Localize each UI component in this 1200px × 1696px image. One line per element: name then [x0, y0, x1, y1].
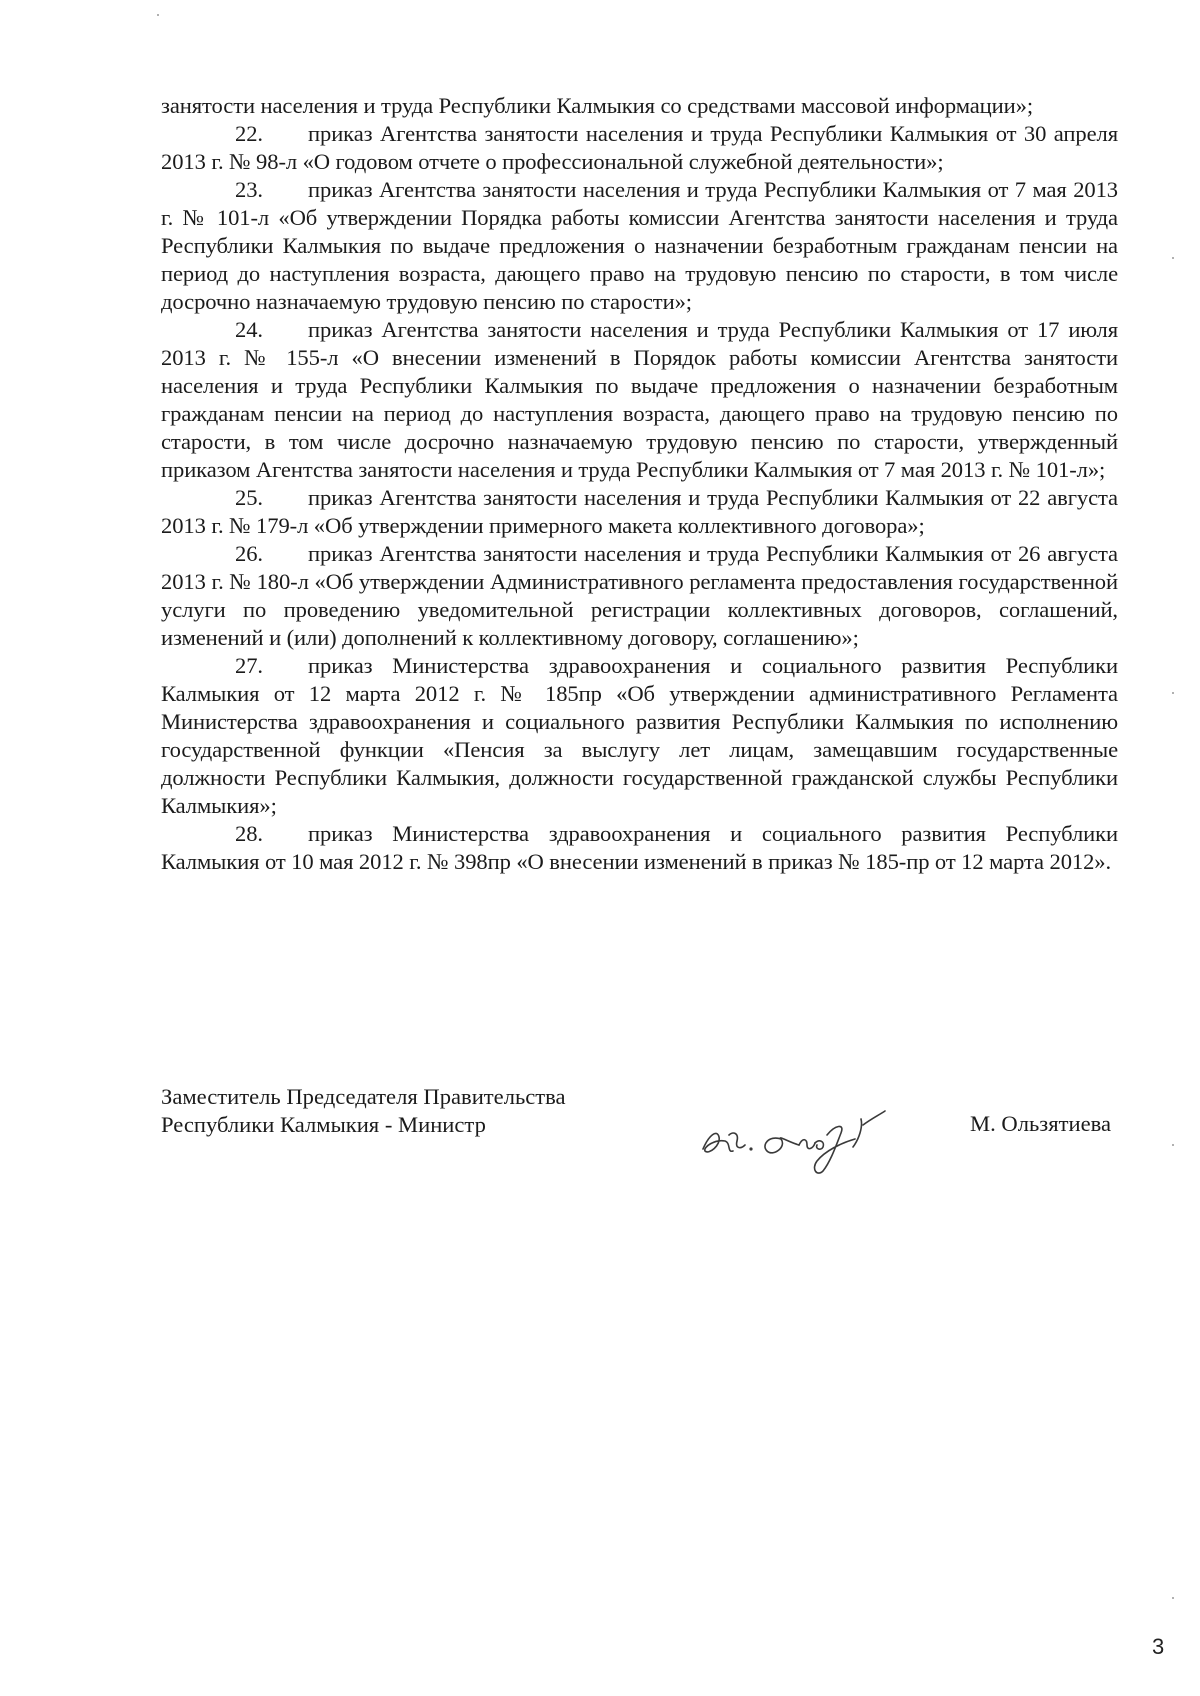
- scan-speck: [1172, 1597, 1174, 1599]
- page-number: 3: [1152, 1634, 1165, 1659]
- item-text: приказ Министерства здравоохранения и социального развития Республики Калмыкия от 10 мая 2012 г. № 398пр «О внесении изменений в приказ № 185-пр от 12 марта 2012».: [161, 821, 1118, 874]
- list-item-26: [161, 540, 1118, 652]
- item-number: 28.: [235, 821, 263, 846]
- item-number: 26.: [235, 541, 263, 566]
- signatory-name: М. Ользятиева: [970, 1111, 1111, 1136]
- item-text: приказ Агентства занятости населения и труда Республики Калмыкия от 30 апреля 2013 г. № 98-л «О годовом отчете о профессиональной служебной деятельности»;: [161, 121, 1118, 174]
- item-number: 22.: [235, 121, 263, 146]
- list-item-24: [161, 316, 1118, 484]
- list-item-28: [161, 820, 1118, 876]
- document-body: [161, 92, 1118, 876]
- opening-fragment: занятости населения и труда Республики Калмыкия со средствами массовой информации»;: [161, 93, 1034, 118]
- item-number: 25.: [235, 485, 263, 510]
- list-item-25: [161, 484, 1118, 540]
- item-text: приказ Агентства занятости населения и труда Республики Калмыкия от 22 августа 2013 г. № 179-л «Об утверждении примерного макета коллективного договора»;: [161, 485, 1118, 538]
- list-item-22: [161, 120, 1118, 176]
- item-number: 27.: [235, 653, 263, 678]
- item-number: 24.: [235, 317, 263, 342]
- item-text: приказ Агентства занятости населения и труда Республики Калмыкия от 17 июля 2013 г. № 155-л «О внесении изменений в Порядок работы комиссии Агентства занятости населения и труда Республики Калмыкия по выдаче предложения о назначении безработным гражданам пенсии на период до наступления возраста, дающего право на трудовую пенсию по старости, в том числе досрочно назначаемую трудовую пенсию по старости, утвержденный приказом Агентства занятости населения и труда Республики Калмыкия от 7 мая 2013 г. № 101-л»;: [161, 317, 1118, 482]
- scan-speck: [1172, 1144, 1174, 1146]
- item-number: 23.: [235, 177, 263, 202]
- list-item-23: [161, 176, 1118, 316]
- item-text: приказ Агентства занятости населения и труда Республики Калмыкия от 7 мая 2013 г. № 101-л «Об утверждении Порядка работы комиссии Агентства занятости населения и труда Республики Калмыкия по выдаче предложения о назначении безработным гражданам пенсии на период до наступления возраста, дающего право на трудовую пенсию по старости, в том числе досрочно назначаемую трудовую пенсию по старости»;: [161, 177, 1118, 314]
- list-item-27: [161, 652, 1118, 820]
- scan-speck: [157, 14, 159, 16]
- signatory-position: Заместитель Председателя Правительства Республики Калмыкия - Министр: [161, 1084, 566, 1137]
- signature-block: [161, 1083, 1118, 1203]
- scan-speck: [1172, 257, 1174, 259]
- handwritten-signature: [695, 1105, 895, 1181]
- item-text: приказ Агентства занятости населения и труда Республики Калмыкия от 26 августа 2013 г. № 180-л «Об утверждении Административного регламента предоставления государственной услуги по проведению уведомительной регистрации коллективных договоров, соглашений, изменений и (или) дополнений к коллективному договору, соглашению»;: [161, 541, 1118, 650]
- scan-speck: [1172, 692, 1174, 694]
- item-text: приказ Министерства здравоохранения и социального развития Республики Калмыкия от 12 марта 2012 г. № 185пр «Об утверждении административного Регламента Министерства здравоохранения и социального развития Республики Калмыкия по исполнению государственной функции «Пенсия за выслугу лет лицам, замещавшим государственные должности Республики Калмыкия, должности государственной гражданской службы Республики Калмыкия»;: [161, 653, 1118, 818]
